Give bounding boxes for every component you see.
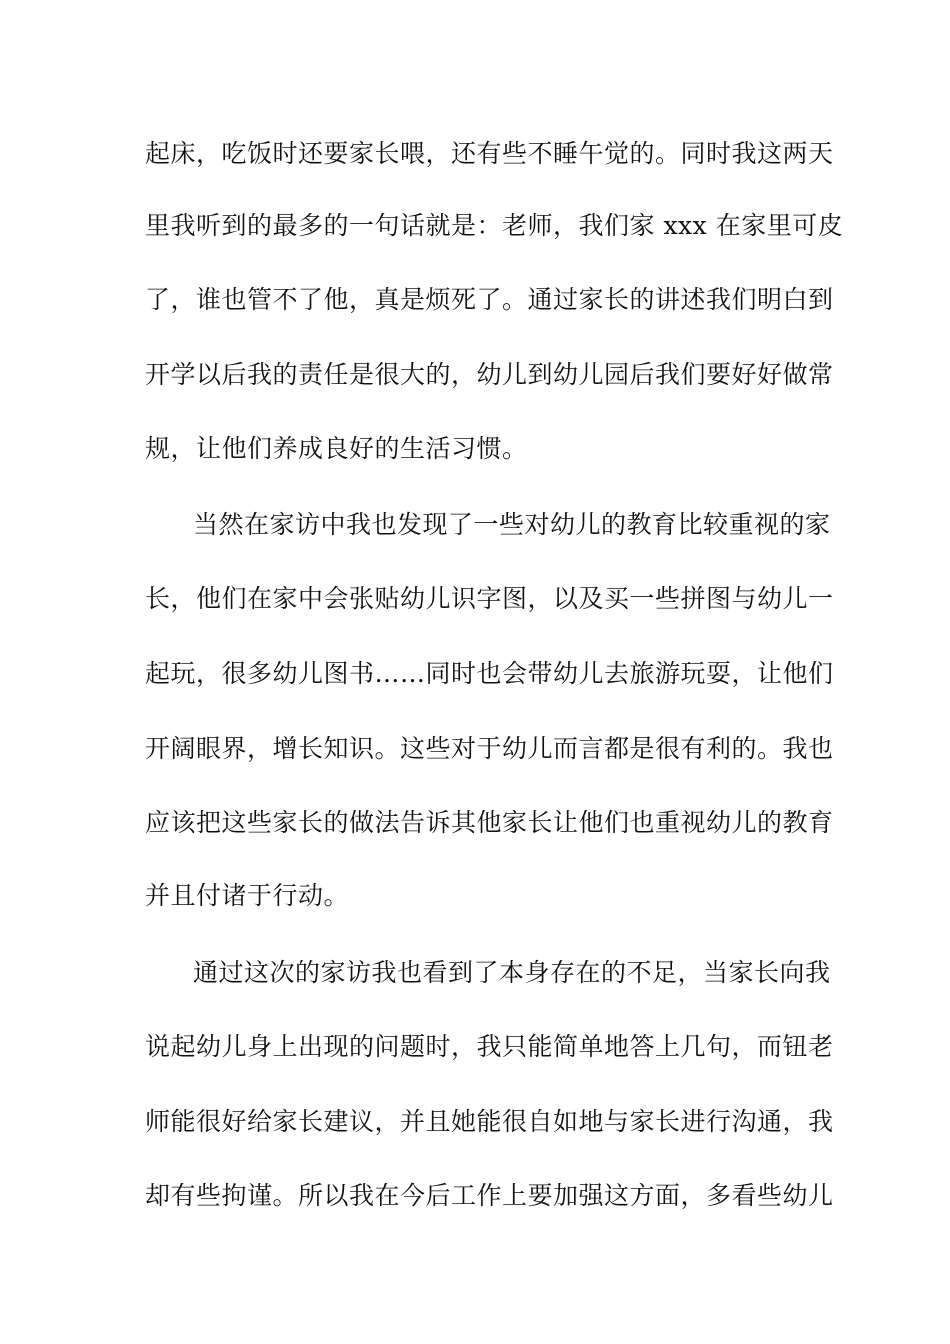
text-line: 师能很好给家长建议，并且她能很自如地与家长进行沟通，我 xyxy=(145,1107,834,1136)
text-line: 开阔眼界，增长知识。这些对于幼儿而言都是很有利的。我也 xyxy=(145,734,834,763)
text-line: 起床，吃饭时还要家长喂，还有些不睡午觉的。同时我这两天 xyxy=(145,139,834,168)
text-line: 规，让他们养成良好的生活习惯。 xyxy=(145,434,528,463)
paragraph-first-line: 通过这次的家访我也看到了本身存在的不足，当家长向我 xyxy=(193,958,831,987)
text-line: 却有些拘谨。所以我在今后工作上要加强这方面，多看些幼儿 xyxy=(145,1181,834,1210)
text-line: 并且付诸于行动。 xyxy=(145,881,350,910)
text-line: 长，他们在家中会张贴幼儿识字图，以及买一些拼图与幼儿一 xyxy=(145,584,834,613)
text-line: 了，谁也管不了他，真是烦死了。通过家长的讲述我们明白到 xyxy=(145,285,834,314)
text-line: 应该把这些家长的做法告诉其他家长让他们也重视幼儿的教育 xyxy=(145,808,834,837)
text-line: 开学以后我的责任是很大的，幼儿到幼儿园后我们要好好做常 xyxy=(145,360,834,389)
text-line: 起玩，很多幼儿图书……同时也会带幼儿去旅游玩耍，让他们 xyxy=(145,659,834,688)
text-line: 里我听到的最多的一句话就是：老师，我们家 xxx 在家里可皮 xyxy=(145,211,844,240)
paragraph-first-line: 当然在家访中我也发现了一些对幼儿的教育比较重视的家 xyxy=(193,510,831,539)
text-line: 说起幼儿身上出现的问题时，我只能简单地答上几句，而钮老 xyxy=(145,1032,834,1061)
